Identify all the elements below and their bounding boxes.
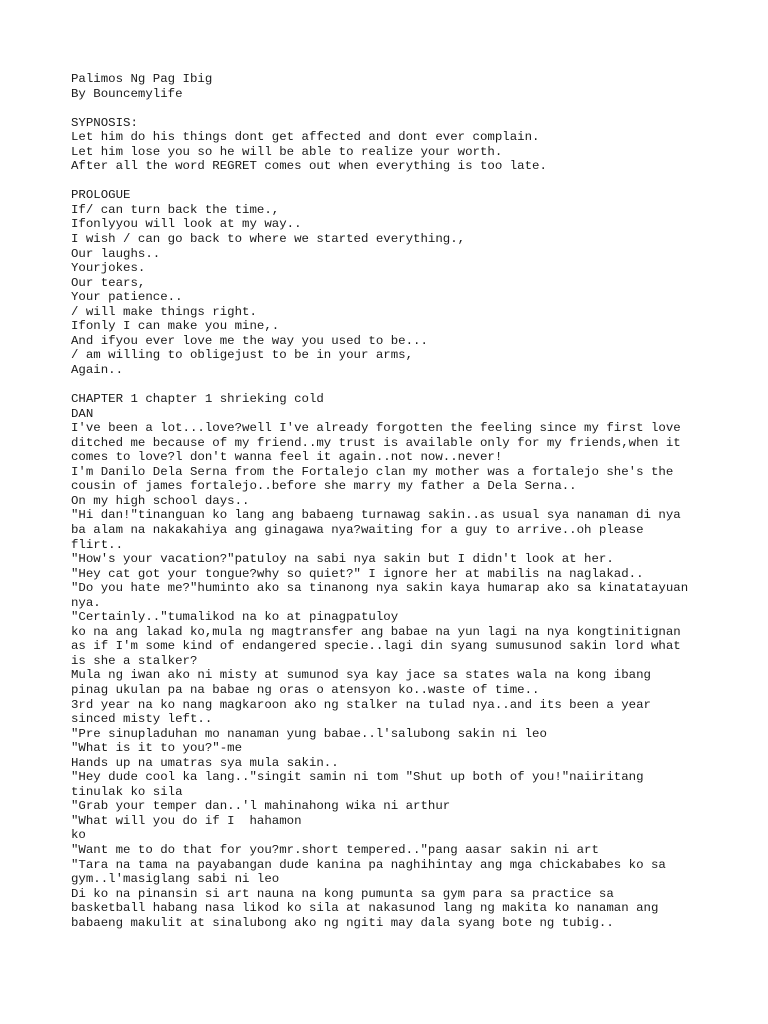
prologue-heading: PROLOGUE — [71, 188, 131, 203]
text-line: Again.. — [71, 362, 124, 377]
text-line: Your patience.. — [71, 290, 183, 305]
text-line: / will make things right. — [71, 304, 257, 319]
text-line: Ifonlyyou will look at my way.. — [71, 217, 302, 232]
text-line: "Hi dan!"tinanguan ko lang ang babaeng turnawag sakin..as usual sya nanaman di nya — [71, 508, 681, 523]
text-line: I'm Danilo Dela Serna from the Fortalejo clan my mother was a fortalejo she's the — [71, 464, 674, 479]
text-line: "Hey dude cool ka lang.."singit samin ni tom "Shut up both of you!"naiiritang — [71, 770, 644, 785]
text-line: Let him do his things dont get affected and dont ever complain. — [71, 130, 540, 145]
text-line: flirt.. — [71, 537, 124, 552]
text-line: pinag ukulan pa na babae ng oras o atensyon ko..waste of time.. — [71, 682, 540, 697]
text-line: nya. — [71, 595, 101, 610]
text-line: / am willing to obligejust to be in your arms, — [71, 348, 414, 363]
text-line: "Grab your temper dan..'l mahinahong wika ni arthur — [71, 799, 451, 814]
text-line: "Tara na tama na payabangan dude kanina pa naghihintay ang mga chickababes ko sa — [71, 857, 666, 872]
text-line: sinced misty left.. — [71, 712, 213, 727]
text-line: ko — [71, 828, 86, 843]
text-line: Our laughs.. — [71, 246, 161, 261]
text-line: If/ can turn back the time., — [71, 202, 280, 217]
text-line: "Pre sinupladuhan mo nanaman yung babae..l'salubong sakin ni leo — [71, 726, 547, 741]
text-line: Hands up na umatras sya mula sakin.. — [71, 755, 339, 770]
text-line: ditched me because of my friend..my trust is available only for my friends,when it — [71, 435, 681, 450]
text-line — [71, 174, 711, 189]
text-line: Ifonly I can make you mine,. — [71, 319, 280, 334]
text-line: On my high school days.. — [71, 493, 250, 508]
text-line: is she a stalker? — [71, 653, 198, 668]
text-line: And ifyou ever love me the way you used to be... — [71, 333, 428, 348]
text-line: "Hey cat got your tongue?why so quiet?" I ignore her at mabilis na naglakad.. — [71, 566, 644, 581]
text-line: Our tears, — [71, 275, 146, 290]
text-line: 3rd year na ko nang magkaroon ako ng stalker na tulad nya..and its been a year — [71, 697, 651, 712]
text-line: Yourjokes. — [71, 261, 146, 276]
text-line: "Want me to do that for you?mr.short tempered.."pang aasar sakin ni art — [71, 842, 599, 857]
text-line: "Certainly.."tumalikod na ko at pinagpatuloy — [71, 610, 399, 625]
text-line: as if I'm some kind of endangered specie..lagi din syang sumusunod sakin lord what — [71, 639, 681, 654]
text-line — [71, 101, 711, 116]
text-line: ba alam na nakakahiya ang ginagawa nya?waiting for a guy to arrive..oh please — [71, 522, 644, 537]
text-line: basketball habang nasa likod ko sila at nakasunod lang ng makita ko nanaman ang — [71, 901, 659, 916]
text-line: After all the word REGRET comes out when everything is too late. — [71, 159, 547, 174]
synopsis-heading: SYPNOSIS: — [71, 115, 138, 130]
chapter-heading: CHAPTER 1 chapter 1 shrieking cold — [71, 392, 324, 407]
text-line: ko na ang lakad ko,mula ng magtransfer ang babae na yun lagi na nya kongtinitignan — [71, 624, 681, 639]
text-line — [71, 377, 711, 392]
document-page — [71, 72, 711, 930]
text-line: I wish / can go back to where we started everything., — [71, 232, 466, 247]
story-title: Palimos Ng Pag Ibig — [71, 72, 213, 86]
text-line: babaeng makulit at sinalubong ako ng ngiti may dala syang bote ng tubig.. — [71, 915, 614, 930]
narrator-name: DAN — [71, 406, 94, 421]
text-line: comes to love?l don't wanna feel it again..not now..never! — [71, 450, 503, 465]
text-line: cousin of james fortalejo..before she marry my father a Dela Serna.. — [71, 479, 577, 494]
text-line: Let him lose you so he will be able to realize your worth. — [71, 144, 503, 159]
text-line: "What will you do if I hahamon — [71, 813, 302, 828]
author-byline: By Bouncemylife — [71, 86, 183, 101]
text-line: gym..l'masiglang sabi ni leo — [71, 872, 280, 887]
text-line: I've been a lot...love?well I've already forgotten the feeling since my first love — [71, 421, 681, 436]
text-line: "What is it to you?"-me — [71, 741, 243, 756]
text-line: tinulak ko sila — [71, 784, 183, 799]
text-line: Di ko na pinansin si art nauna na kong pumunta sa gym para sa practice sa — [71, 886, 614, 901]
text-line: "Do you hate me?"huminto ako sa tinanong nya sakin kaya humarap ako sa kinatatayuan — [71, 581, 689, 596]
text-line: "How's your vacation?"patuloy na sabi nya sakin but I didn't look at her. — [71, 552, 614, 567]
text-line: Mula ng iwan ako ni misty at sumunod sya kay jace sa states wala na kong ibang — [71, 668, 651, 683]
